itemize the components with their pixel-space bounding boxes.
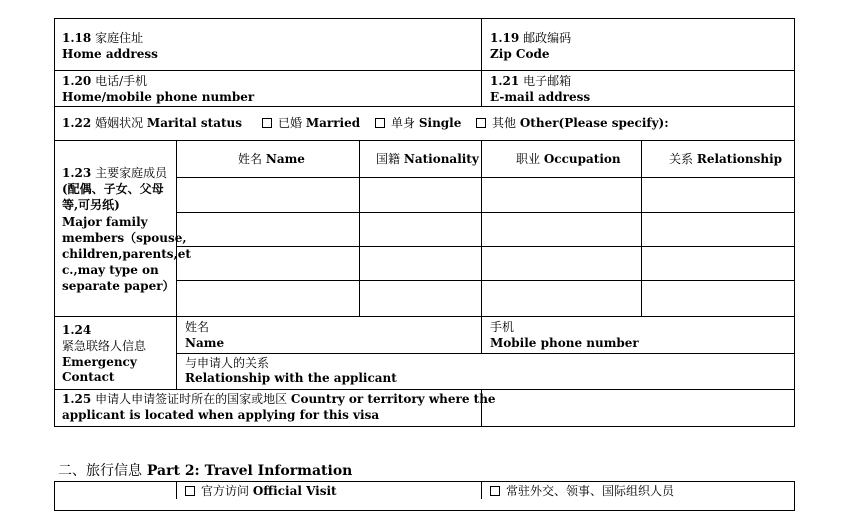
country-label-2: applicant is located when applying for this visa — [62, 408, 380, 422]
zip-label-zh — [490, 31, 571, 46]
country-number: 1.25 — [62, 392, 92, 406]
home-address-label-en: Home address — [62, 47, 158, 61]
part2-zh: 二、旅行信息 — [58, 463, 142, 479]
other-zh: 其他 — [492, 116, 517, 130]
checkbox-icon[interactable] — [476, 118, 486, 128]
emergency-number: 1.24 — [62, 323, 92, 337]
rule — [54, 106, 795, 107]
family-cell[interactable] — [361, 179, 480, 211]
col-nat-zh: 国籍 — [376, 152, 401, 166]
part2-heading — [58, 460, 352, 480]
phone-zh: 电话/手机 — [95, 74, 148, 88]
col-occ-en: Occupation — [543, 152, 621, 166]
rule — [481, 18, 482, 106]
emergency-name-en: Name — [185, 336, 225, 350]
family-cell[interactable] — [361, 214, 480, 245]
emergency-en-2: Contact — [62, 370, 115, 384]
column-header-occupation — [516, 152, 621, 167]
email-number: 1.21 — [490, 74, 520, 88]
col-occ-zh: 职业 — [516, 152, 541, 166]
marital-other-field[interactable] — [650, 110, 790, 136]
family-cell[interactable] — [178, 248, 358, 279]
rule — [481, 140, 482, 316]
country-zh: 申请人申请签证时所在的国家或地区 — [95, 392, 288, 406]
rule — [359, 140, 360, 316]
phone-field[interactable] — [230, 74, 475, 104]
family-cell[interactable] — [643, 179, 794, 211]
family-cell[interactable] — [483, 282, 640, 315]
married-en: Married — [305, 116, 361, 130]
part2-option-resident-diplomat[interactable] — [490, 484, 674, 499]
country-label-1 — [62, 392, 496, 407]
emergency-mobile-en: Mobile phone number — [490, 336, 639, 350]
family-cell[interactable] — [361, 248, 480, 279]
family-cell[interactable] — [643, 248, 794, 279]
family-cell[interactable] — [178, 214, 358, 245]
family-title — [62, 166, 167, 181]
col-name-zh: 姓名 — [238, 152, 263, 166]
family-cell[interactable] — [643, 214, 794, 245]
rule — [641, 140, 642, 316]
zip-label-en: Zip Code — [490, 47, 550, 61]
marital-option-other[interactable] — [476, 116, 669, 131]
emergency-name-field[interactable] — [240, 320, 475, 350]
marital-option-single[interactable] — [375, 116, 461, 131]
rule — [54, 389, 795, 390]
emergency-zh: 紧急联络人信息 — [62, 339, 147, 353]
col-name-en: Name — [265, 152, 305, 166]
resident-diplomat-zh: 常驻外交、领事、国际组织人员 — [506, 484, 675, 498]
email-field[interactable] — [580, 74, 790, 104]
rule — [176, 481, 177, 499]
checkbox-icon[interactable] — [185, 486, 195, 496]
single-zh: 单身 — [391, 116, 416, 130]
part2-table — [54, 481, 795, 511]
rule — [176, 177, 795, 178]
family-cell[interactable] — [361, 282, 480, 315]
checkbox-icon[interactable] — [262, 118, 272, 128]
part2-option-official-visit[interactable] — [185, 484, 337, 499]
zip-zh: 邮政编码 — [523, 31, 572, 45]
family-note-2: 等,可另纸) — [62, 198, 120, 212]
family-en-4: c.,may type on — [62, 263, 159, 277]
col-rel-en: Relationship — [696, 152, 783, 166]
zip-number: 1.19 — [490, 31, 520, 45]
home-address-zh: 家庭住址 — [95, 31, 144, 45]
part2-en: Part 2: Travel Information — [146, 463, 353, 479]
emergency-mobile-zh: 手机 — [490, 320, 515, 334]
single-en: Single — [418, 116, 462, 130]
col-nat-en: Nationality — [403, 152, 479, 166]
other-en: Other(Please specify): — [519, 116, 669, 130]
rule — [481, 481, 482, 499]
marital-zh: 婚姻状况 — [95, 116, 144, 130]
marital-en: Marital status — [146, 116, 242, 130]
home-address-number: 1.18 — [62, 31, 92, 45]
phone-label-zh — [62, 74, 147, 89]
zip-field[interactable] — [560, 22, 790, 66]
column-header-name — [238, 152, 305, 167]
family-number: 1.23 — [62, 166, 92, 180]
rule — [54, 140, 795, 141]
family-en-2: members（spouse, — [62, 231, 187, 245]
emergency-relationship-field[interactable] — [370, 356, 790, 386]
phone-number: 1.20 — [62, 74, 92, 88]
official-visit-en: Official Visit — [252, 484, 337, 498]
emergency-name-zh: 姓名 — [185, 320, 210, 334]
family-note-1: (配偶、子女、父母 — [62, 182, 164, 196]
email-label-zh — [490, 74, 571, 89]
country-field[interactable] — [484, 392, 790, 424]
col-rel-zh: 关系 — [669, 152, 694, 166]
email-zh: 电子邮箱 — [523, 74, 572, 88]
official-visit-zh: 官方访问 — [201, 484, 250, 498]
emergency-relationship-zh: 与申请人的关系 — [185, 356, 270, 370]
emergency-relationship-en: Relationship with the applicant — [185, 371, 397, 385]
rule — [54, 316, 795, 317]
family-cell[interactable] — [178, 282, 358, 315]
rule — [481, 316, 482, 353]
rule — [176, 246, 795, 247]
home-address-label-zh — [62, 31, 143, 46]
family-en-3: children,parents,et — [62, 247, 191, 261]
rule — [176, 212, 795, 213]
married-zh: 已婚 — [278, 116, 303, 130]
marital-label — [62, 116, 242, 131]
family-en-1: Major family — [62, 215, 148, 229]
country-en-1: Country or territory where the — [290, 392, 496, 406]
column-header-nationality — [376, 152, 479, 167]
checkbox-icon[interactable] — [490, 486, 500, 496]
home-address-field[interactable] — [200, 22, 470, 66]
family-en-5: separate paper） — [62, 279, 175, 293]
column-header-relationship — [669, 152, 782, 167]
rule — [176, 140, 177, 389]
phone-label-en: Home/mobile phone number — [62, 90, 255, 104]
family-cell[interactable] — [483, 179, 640, 211]
checkbox-icon[interactable] — [375, 118, 385, 128]
family-cell[interactable] — [483, 214, 640, 245]
emergency-en-1: Emergency — [62, 355, 137, 369]
family-cell[interactable] — [483, 248, 640, 279]
email-label-en: E-mail address — [490, 90, 591, 104]
rule — [176, 280, 795, 281]
rule — [176, 353, 795, 354]
marital-option-married[interactable] — [262, 116, 360, 131]
family-zh-title: 主要家庭成员 — [95, 166, 168, 180]
family-cell[interactable] — [178, 179, 358, 211]
emergency-mobile-field[interactable] — [620, 320, 790, 350]
family-cell[interactable] — [643, 282, 794, 315]
marital-number: 1.22 — [62, 116, 92, 130]
rule — [54, 70, 795, 71]
